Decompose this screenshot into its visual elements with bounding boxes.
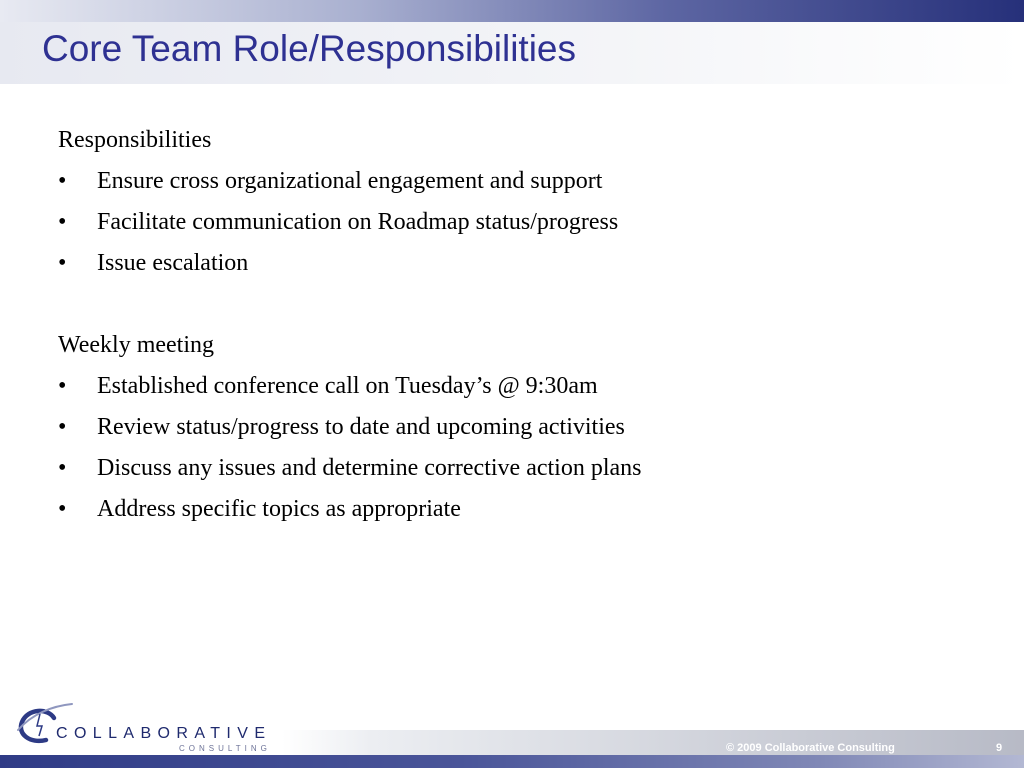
list-item: [58, 368, 978, 409]
list-item-text: Discuss any issues and determine corrective action plans: [97, 455, 642, 481]
bullet-list: [58, 368, 978, 532]
logo-wordmark: COLLABORATIVE: [56, 725, 272, 742]
bottom-decorative-bar: [0, 755, 1024, 768]
bullet-icon: •: [58, 496, 67, 522]
logo-subtitle: CONSULTING: [179, 744, 271, 753]
company-logo: [14, 700, 276, 756]
list-item-text: Review status/progress to date and upcoming activities: [97, 414, 625, 440]
list-item-text: Ensure cross organizational engagement and support: [97, 168, 603, 194]
bullet-list: [58, 163, 978, 286]
footer-bar: [282, 730, 1024, 755]
bullet-icon: •: [58, 373, 67, 399]
list-item: [58, 204, 978, 245]
list-item: [58, 491, 978, 532]
section-heading: Weekly meeting: [58, 332, 215, 358]
list-item-text: Facilitate communication on Roadmap status/progress: [97, 209, 619, 235]
list-item: [58, 245, 978, 286]
bullet-icon: •: [58, 209, 67, 235]
footer-copyright: © 2009 Collaborative Consulting: [726, 742, 895, 754]
bullet-icon: •: [58, 168, 67, 194]
list-item: [58, 409, 978, 450]
responsibilities-section: [58, 122, 978, 286]
section-heading: Responsibilities: [58, 127, 212, 153]
slide-content: [58, 122, 978, 573]
page-number: 9: [996, 742, 1003, 754]
list-item-text: Issue escalation: [97, 250, 249, 276]
bullet-icon: •: [58, 414, 67, 440]
bullet-icon: •: [58, 250, 67, 276]
bullet-icon: •: [58, 455, 67, 481]
slide-title: Core Team Role/Responsibilities: [42, 28, 577, 69]
top-decorative-bar: [0, 0, 1024, 22]
list-item-text: Address specific topics as appropriate: [97, 496, 461, 522]
list-item: [58, 450, 978, 491]
list-item-text: Established conference call on Tuesday’s @ 9:30am: [97, 373, 598, 399]
list-item: [58, 163, 978, 204]
weekly-meeting-section: [58, 327, 978, 532]
